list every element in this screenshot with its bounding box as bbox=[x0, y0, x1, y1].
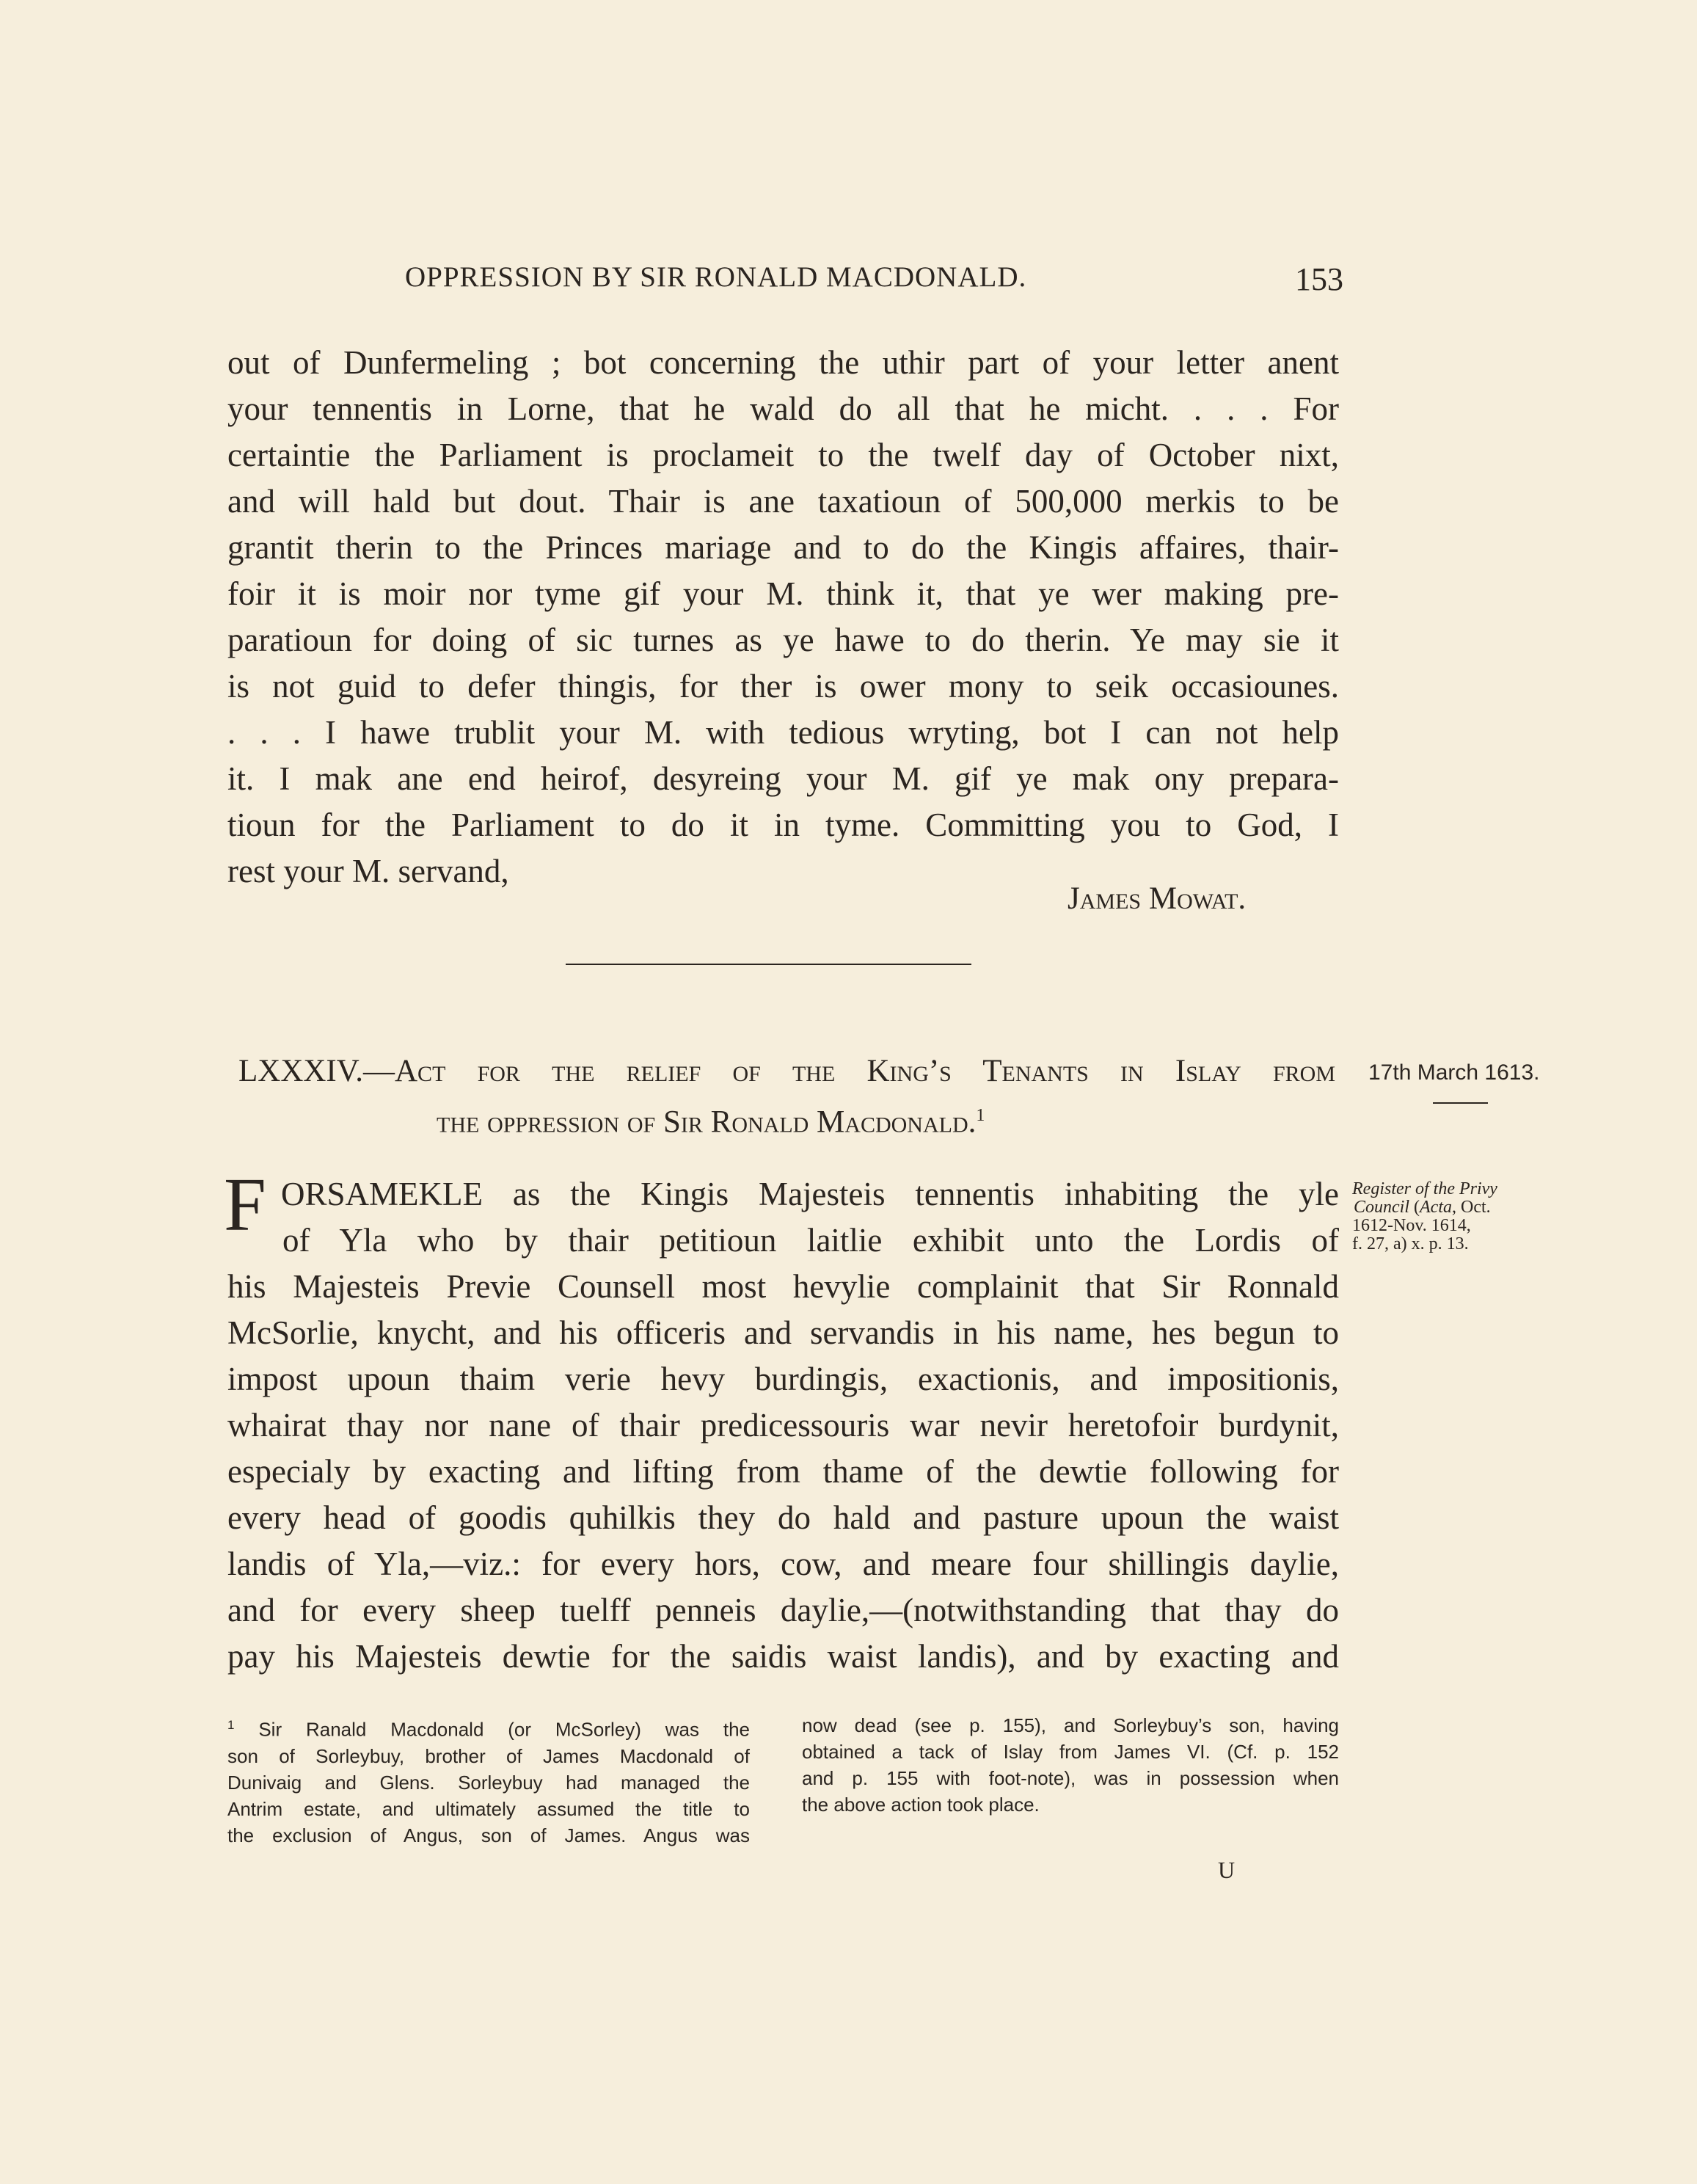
act-text bbox=[227, 1217, 1339, 1680]
letter-line: out of Dunfermeling ; bot concerning the uthir part of your letter anent bbox=[227, 344, 1339, 381]
footnote-line: and p. 155 with foot-note), was in possession when bbox=[802, 1767, 1339, 1789]
letter-line: foir it is moir nor tyme gif your M. think it, that ye wer making pre- bbox=[227, 575, 1339, 612]
letter-line: rest your M. servand, bbox=[227, 853, 509, 889]
act-line: landis of Yla,—viz.: for every hors, cow, and meare four shillingis daylie, bbox=[227, 1546, 1339, 1582]
letter-line: . . . I hawe trublit your M. with tedious wryting, bot I can not help bbox=[227, 714, 1339, 751]
letter-line: your tennentis in Lorne, that he wald do all that he micht. . . . For bbox=[227, 390, 1339, 427]
letter-signature: James Mowat. bbox=[1068, 881, 1247, 916]
date-note: 17th March 1613. bbox=[1368, 1060, 1540, 1085]
footnote-line: the above action took place. bbox=[802, 1794, 1040, 1816]
letter-line: and will hald but dout. Thair is ane taxatioun of 500,000 merkis to be bbox=[227, 483, 1339, 520]
margin-note-line: Register of the Privy bbox=[1352, 1179, 1497, 1198]
footnote-ref: 1 bbox=[976, 1106, 985, 1125]
letter-text bbox=[227, 340, 1339, 895]
margin-note-line: Council (Acta, Oct. bbox=[1354, 1198, 1491, 1217]
act-title-line: LXXXIV.—Act for the relief of the King’s Tenants in Islay from bbox=[238, 1054, 1335, 1088]
footnote-right bbox=[802, 1712, 1339, 1818]
footnote-line: son of Sorleybuy, brother of James Macdonald of bbox=[227, 1744, 750, 1767]
act-line: of Yla who by thair petitioun laitlie exhibit unto the Lordis of bbox=[282, 1222, 1339, 1259]
letter-line: it. I mak ane end heirof, desyreing your M. gif ye mak ony prepara- bbox=[227, 760, 1339, 797]
footnote-line: Antrim estate, and ultimately assumed the title to bbox=[227, 1797, 750, 1820]
act-line: every head of goodis quhilkis they do hald and pasture upoun the waist bbox=[227, 1499, 1339, 1536]
signature-mark: U bbox=[1218, 1857, 1236, 1883]
letter-line: paratioun for doing of sic turnes as ye hawe to do therin. Ye may sie it bbox=[227, 622, 1339, 658]
date-rule bbox=[1433, 1102, 1488, 1104]
margin-note-line: f. 27, a) x. p. 13. bbox=[1352, 1234, 1469, 1253]
section-divider bbox=[566, 964, 971, 965]
drop-cap: F bbox=[224, 1162, 266, 1247]
footnote-line: the exclusion of Angus, son of James. Angus was bbox=[227, 1824, 750, 1846]
act-line: impost upoun thaim verie hevy burdingis, exactionis, and impositionis, bbox=[227, 1361, 1339, 1397]
margin-source-note bbox=[1352, 1180, 1580, 1253]
letter-line: grantit therin to the Princes mariage and to do the Kingis affaires, thair- bbox=[227, 529, 1339, 566]
act-line: and for every sheep tuelff penneis daylie,—(notwithstanding that thay do bbox=[227, 1592, 1339, 1628]
footnote-line: $^1$ Sir Ranald Macdonald (or McSorley) was the bbox=[227, 1718, 750, 1741]
footnote-line: Dunivaig and Glens. Sorleybuy had managed the bbox=[227, 1771, 750, 1794]
page-number: 153 bbox=[1295, 261, 1343, 297]
running-head: OPPRESSION BY SIR RONALD MACDONALD. bbox=[405, 261, 1027, 293]
act-line: his Majesteis Previe Counsell most hevylie complainit that Sir Ronnald bbox=[227, 1268, 1339, 1305]
letter-line: certaintie the Parliament is proclameit to the twelf day of October nixt, bbox=[227, 437, 1339, 473]
act-line: McSorlie, knycht, and his officeris and servandis in his name, hes begun to bbox=[227, 1314, 1339, 1351]
act-first-line: ORSAMEKLE as the Kingis Majesteis tennentis inhabiting the yle bbox=[281, 1176, 1339, 1212]
act-title-line: the oppression of Sir Ronald Macdonald.$^1$ bbox=[437, 1104, 985, 1140]
footnote-line: now dead (see p. 155), and Sorleybuy’s son, having bbox=[802, 1714, 1339, 1736]
letter-line: tioun for the Parliament to do it in tyme. Committing you to God, I bbox=[227, 807, 1339, 843]
act-line: whairat thay nor nane of thair predicessouris war nevir heretofoir burdynit, bbox=[227, 1407, 1339, 1444]
act-line: pay his Majesteis dewtie for the saidis waist landis), and by exacting and bbox=[227, 1638, 1339, 1675]
footnote-left bbox=[227, 1712, 750, 1849]
act-line: especialy by exacting and lifting from thame of the dewtie following for bbox=[227, 1453, 1339, 1490]
footnote-line: obtained a tack of Islay from James VI. (Cf. p. 152 bbox=[802, 1741, 1339, 1763]
letter-line: is not guid to defer thingis, for ther is ower mony to seik occasiounes. bbox=[227, 668, 1339, 705]
act-title bbox=[238, 1049, 1335, 1144]
margin-note-line: 1612-Nov. 1614, bbox=[1352, 1216, 1471, 1235]
